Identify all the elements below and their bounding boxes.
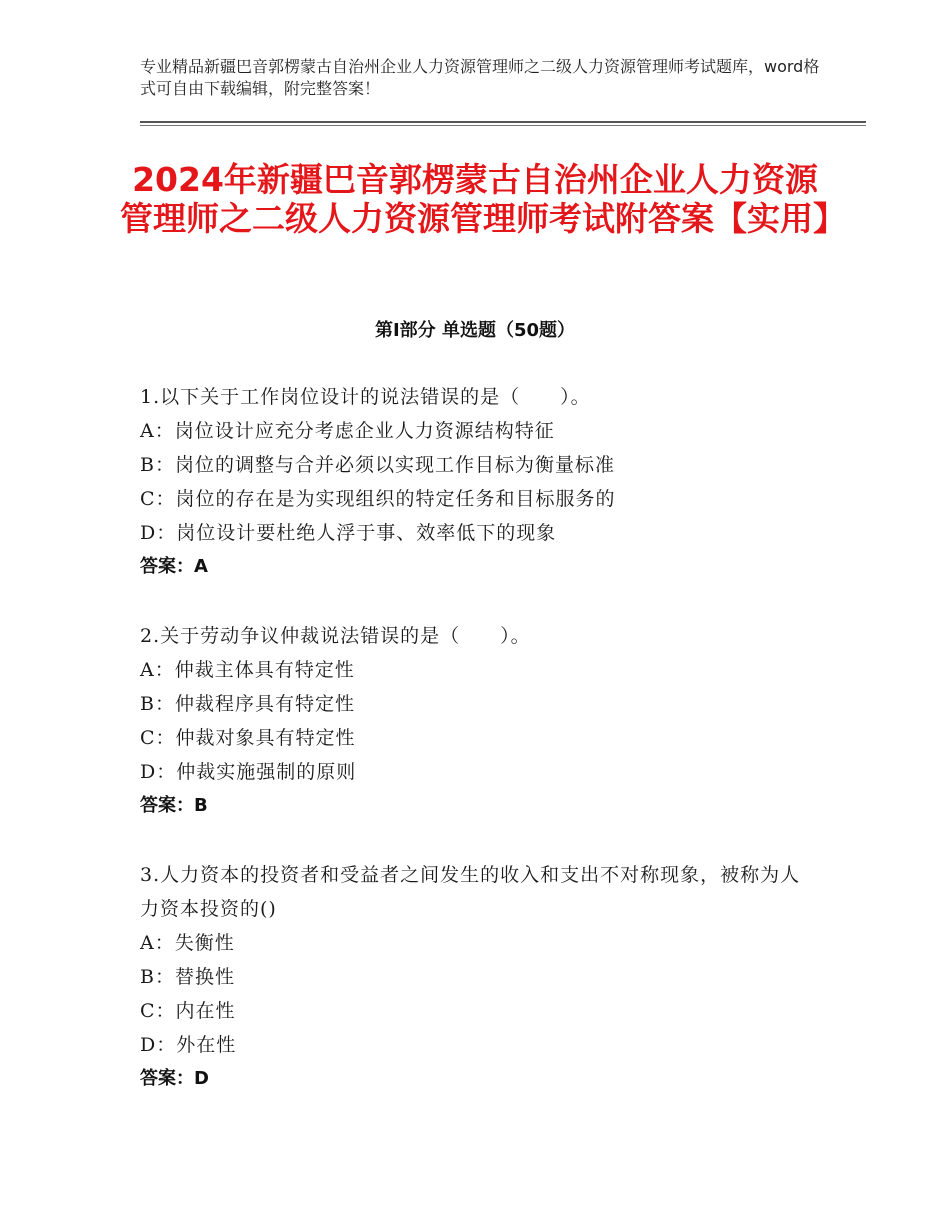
option-b: B：替换性: [140, 966, 235, 988]
option-c: C：内在性: [140, 1000, 236, 1022]
question-2: [140, 619, 820, 823]
option-a: A：失衡性: [140, 932, 235, 954]
answer: 答案：D: [140, 1068, 209, 1089]
header-rule-thick: [140, 121, 866, 123]
section-heading: 第Ⅰ部分 单选题（50题）: [374, 320, 575, 341]
option-b: B：岗位的调整与合并必须以实现工作目标为衡量标准: [140, 454, 615, 476]
option-c: C：岗位的存在是为实现组织的特定任务和目标服务的: [140, 488, 616, 510]
question-3: [140, 858, 820, 1096]
option-c: C：仲裁对象具有特定性: [140, 727, 356, 749]
header-rule-thin: [140, 125, 866, 126]
answer: 答案：A: [140, 556, 208, 577]
option-d: D：外在性: [140, 1034, 237, 1056]
answer: 答案：B: [140, 795, 208, 816]
option-a: A：岗位设计应充分考虑企业人力资源结构特征: [140, 420, 555, 442]
question-text: 1.以下关于工作岗位设计的说法错误的是（ ）。: [140, 386, 591, 408]
question-text: 2.关于劳动争议仲裁说法错误的是（ ）。: [140, 625, 531, 647]
option-d: D：仲裁实施强制的原则: [140, 761, 357, 783]
option-b: B：仲裁程序具有特定性: [140, 693, 355, 715]
question-text: 3.人力资本的投资者和受益者之间发生的收入和支出不对称现象，被称为人力资本投资的(): [140, 864, 801, 920]
question-1: [140, 380, 820, 584]
document-header: 专业精品新疆巴音郭楞蒙古自治州企业人力资源管理师之二级人力资源管理师考试题库，word格式可自由下载编辑，附完整答案！: [140, 57, 820, 98]
option-a: A：仲裁主体具有特定性: [140, 659, 355, 681]
option-d: D：岗位设计要杜绝人浮于事、效率低下的现象: [140, 522, 557, 544]
document-title: 2024年新疆巴音郭楞蒙古自治州企业人力资源管理师之二级人力资源管理师考试附答案【实用】: [120, 160, 846, 238]
